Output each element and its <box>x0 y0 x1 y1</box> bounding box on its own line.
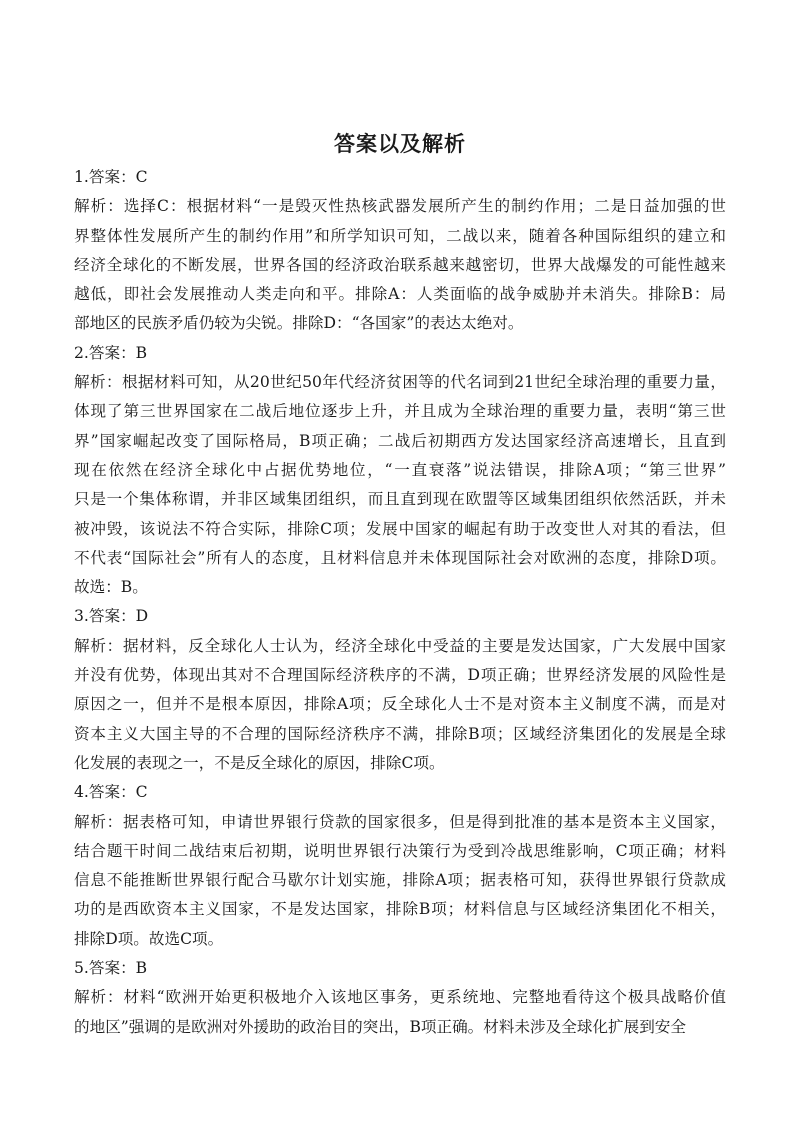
explanation-line: 解析：据材料，反全球化人士认为，经济全球化中受益的主要是发达国家，广大发展中国家 <box>74 636 726 655</box>
answer-heading: 3.答案：D <box>74 607 149 626</box>
explanation-line: 解析：选择C：根据材料“一是毁灭性热核武器发展所产生的制约作用；二是日益加强的世 <box>74 197 726 216</box>
answer-heading: 1.答案：C <box>74 168 148 186</box>
answer-section <box>74 954 726 1042</box>
explanation-line: 故选：B。 <box>74 578 148 597</box>
explanation-line: 化发展的表现之一，不是反全球化的原因，排除C项。 <box>74 753 445 772</box>
answer-heading: 4.答案：C <box>74 783 148 802</box>
explanation-line: 排除D项。故选C项。 <box>74 929 224 948</box>
explanation-line: 越低，即社会发展推动人类走向和平。排除A：人类面临的战争威胁并未消失。排除B：局 <box>74 285 726 304</box>
explanation-line: 原因之一，但并不是根本原因，排除A项；反全球化人士不是对资本主义制度不满，而是对 <box>74 695 726 714</box>
explanation-line: 不代表“国际社会”所有人的态度，且材料信息并未体现国际社会对欧洲的态度，排除D项。 <box>74 548 726 567</box>
explanation-line: 界整体性发展所产生的制约作用”和所学知识可知，二战以来，随着各种国际组织的建立和 <box>74 226 726 245</box>
explanation-line: 部地区的民族矛盾仍较为尖锐。排除D：“各国家”的表达太绝对。 <box>74 314 524 333</box>
explanation-line: 界”国家崛起改变了国际格局，B项正确；二战后初期西方发达国家经济高速增长，且直到 <box>74 431 726 450</box>
explanation-line: 结合题干时间二战结束后初期，说明世界银行决策行为受到冷战思维影响，C项正确；材料 <box>74 841 726 860</box>
answer-list <box>74 163 726 1042</box>
explanation-line: 信息不能推断世界银行配合马歇尔计划实施，排除A项；据表格可知，获得世界银行贷款成 <box>74 871 726 890</box>
explanation-line: 功的是西欧资本主义国家，不是发达国家，排除B项；材料信息与区域经济集团化不相关， <box>74 900 726 919</box>
answer-section <box>74 163 726 339</box>
explanation-line: 现在依然在经济全球化中占据优势地位，“一直衰落”说法错误，排除A项；“第三世界” <box>74 460 726 479</box>
explanation-line: 经济全球化的不断发展，世界各国的经济政治联系越来越密切，世界大战爆发的可能性越来 <box>74 255 726 274</box>
explanation-line: 只是一个集体称谓，并非区域集团组织，而且直到现在欧盟等区域集团组织依然活跃，并未 <box>74 490 726 509</box>
answer-heading: 5.答案：B <box>74 959 148 978</box>
answer-section <box>74 778 726 954</box>
explanation-line: 解析：材料“欧洲开始更积极地介入该地区事务，更系统地、完整地看待这个极具战略价值 <box>74 988 726 1007</box>
explanation-line: 解析：据表格可知，申请世界银行贷款的国家很多，但是得到批准的基本是资本主义国家， <box>74 812 726 831</box>
explanation-line: 解析：根据材料可知，从20世纪50年代经济贫困等的代名词到21世纪全球治理的重要力量， <box>74 373 726 392</box>
explanation-line: 资本主义大国主导的不合理的国际经济秩序不满，排除B项；区域经济集团化的发展是全球 <box>74 724 726 743</box>
explanation-line: 被冲毁，该说法不符合实际，排除C项；发展中国家的崛起有助于改变世人对其的看法，但 <box>74 519 726 538</box>
page-title: 答案以及解析 <box>334 132 466 156</box>
answer-section <box>74 602 726 778</box>
answer-section <box>74 339 726 603</box>
explanation-line: 体现了第三世界国家在二战后地位逐步上升，并且成为全球治理的重要力量，表明“第三世 <box>74 402 726 421</box>
answer-heading: 2.答案：B <box>74 343 148 362</box>
explanation-line: 的地区”强调的是欧洲对外援助的政治目的突出，B项正确。材料未涉及全球化扩展到安全 <box>74 1017 686 1036</box>
explanation-line: 并没有优势，体现出其对不合理国际经济秩序的不满，D项正确；世界经济发展的风险性是 <box>74 666 726 685</box>
